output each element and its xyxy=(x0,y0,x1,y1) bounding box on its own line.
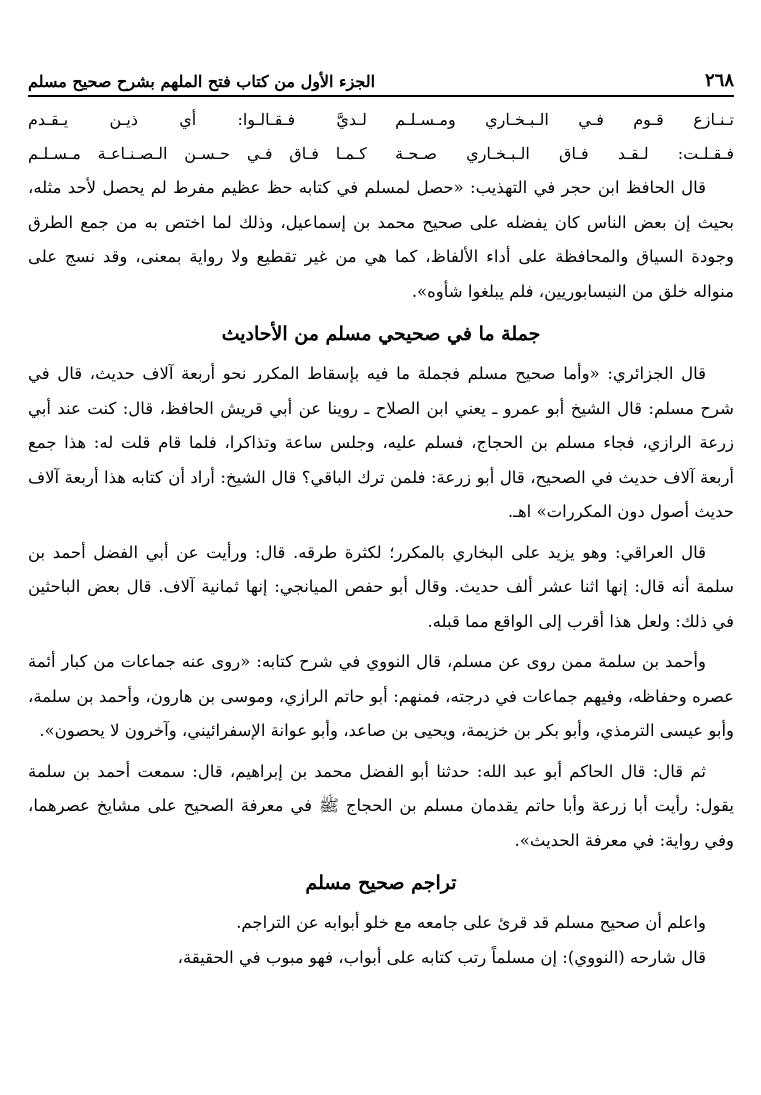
book-page xyxy=(28,70,734,975)
poem-verse xyxy=(28,137,734,171)
running-title: الجزء الأول من كتاب فتح الملهم بشرح صحيح مسلم xyxy=(28,72,376,91)
paragraph: واعلم أن صحيح مسلم قد قرئ على جامعه مع خلو أبوابه عن التراجم. xyxy=(236,913,706,932)
section-heading: جملة ما في صحيحي مسلم من الأحاديث xyxy=(221,323,541,345)
paragraph: قال شارحه (النووي): إن مسلماً رتب كتابه على أبواب، فهو مبوب في الحقيقة، xyxy=(177,947,706,967)
verse-second-hemistich: لـديَّ فـقـالـوا: أي ذيـن يـقـدم xyxy=(28,110,367,129)
page-number: ٢٦٨ xyxy=(704,70,734,91)
poem-verse xyxy=(28,103,734,137)
paragraph: قال الحافظ ابن حجر في التهذيب: «حصل لمسلم في كتابه حظ عظيم مفرط لم يحصل لأحد مثله، بحيث إن بعض الناس كان يفضله على صحيح محمد بن إسماعيل، وذلك لما اختص به من جمع الطرق وجودة السياق والمحافظة على أداء الألفاظ، كما هي من غير تقطيع ولا رواية بمعنى، وقد نسج على منواله خلق من النيسابوريين، فلم يبلغوا شأوه». xyxy=(28,178,734,301)
paragraph: ثم قال: قال الحاكم أبو عبد الله: حدثنا أبو الفضل محمد بن إبراهيم، قال: سمعت أحمد بن سلمة يقول: رأيت أبا زرعة وأبا حاتم يقدمان مسلم بن الحجاج ﷺ في معرفة الصحيح على مشايخ عصرهما، وفي رواية: في معرفة الحديث». xyxy=(28,761,734,850)
section-heading: تراجم صحيح مسلم xyxy=(305,872,457,894)
running-header xyxy=(28,70,734,97)
paragraph: قال العراقي: وهو يزيد على البخاري بالمكرر؛ لكثرة طرقه. قال: ورأيت عن أبي الفضل أحمد بن سلمة أنه قال: إنها اثنا عشر ألف حديث. وقال أبو حفص الميانجي: إنها ثمانية آلاف. قال بعض الباحثين في ذلك: ولعل هذا أقرب إلى الواقع مما قبله. xyxy=(28,542,734,631)
verse-second-hemistich: كـمـا فـاق فـي حـسـن الـصـنـاعـة مـسـلـم xyxy=(28,144,367,163)
verse-first-hemistich: فـقـلـت: لـقـد فـاق الـبـخـاري صـحـة xyxy=(395,144,734,163)
paragraph: قال الجزائري: «وأما صحيح مسلم فجملة ما فيه بإسقاط المكرر نحو أربعة آلاف حديث، قال في شرح مسلم: قال الشيخ أبو عمرو ـ يعني ابن الصلاح ـ روينا عن أبي قريش الحافظ، قال: كنت عند أبي زرعة الرازي، فجاء مسلم بن الحجاج، فسلم عليه، وجلس ساعة وتذاكرا، فلما قام قلت له: هذا جمع أربعة آلاف حديث في الصحيح، قال أبو زرعة: فلمن ترك الباقي؟ قال الشيخ: أراد أن كتابه هذا أربعة آلاف حديث أصول دون المكررات» اهـ. xyxy=(28,364,734,521)
verse-first-hemistich: تـنـازع قـوم فـي الـبـخـاري ومـسـلـم xyxy=(395,110,734,129)
paragraph: وأحمد بن سلمة ممن روى عن مسلم، قال النووي في شرح كتابه: «روى عنه جماعات من كبار أئمة عصره وحفاظه، وفيهم جماعات في درجته، فمنهم: أبو حاتم الرازي، وموسى بن هارون، وأحمد بن سلمة، وأبو عيسى الترمذي، وأبو بكر بن خزيمة، ويحيى بن صاعد، وأبو عوانة الإسفرائيني، وآخرون لا يحصون». xyxy=(28,652,734,740)
